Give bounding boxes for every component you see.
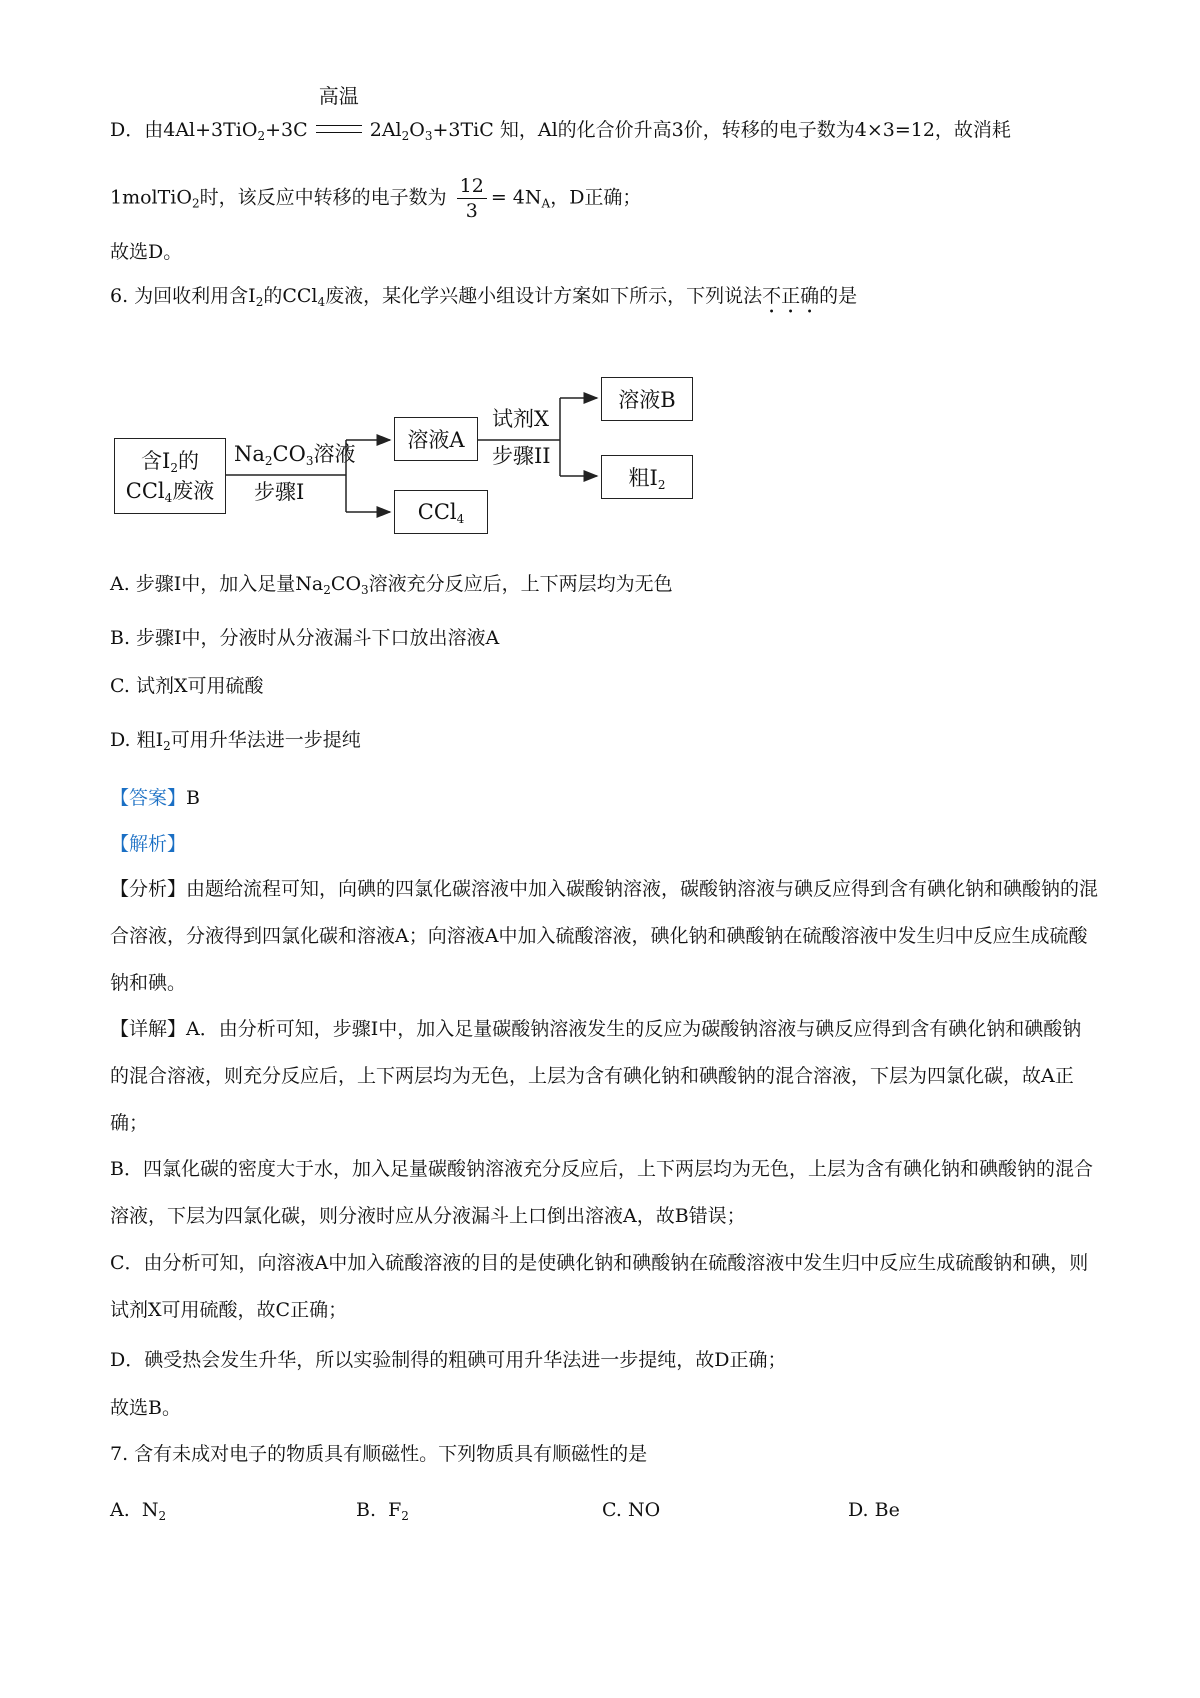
box-start-waste: 含$I_2$的 CCl$_4$废液 xyxy=(114,438,226,514)
q6-detail-d: D．碘受热会发生升华，所以实验制得的粗碘可用升华法进一步提纯，故D正确； xyxy=(110,1349,787,1371)
prev-d-explanation-line1: D．由4Al+3TiO$_2$+3C 高温 $2Al_2O_3+3TiC$ 知，Al的化合价升高3价，转移的电子数为4×3=12，故消耗 xyxy=(110,84,1011,143)
q7-option-c: C. NO xyxy=(602,1499,661,1521)
q7-stem: 7. 含有未成对电子的物质具有顺磁性。下列物质具有顺磁性的是 xyxy=(110,1443,648,1465)
q6-detail-c: C．由分析可知，向溶液A中加入硫酸溶液的目的是使碘化钠和碘酸钠在硫酸溶液中发生归中反应生成硫酸钠和碘，则试剂X可用硫酸，故C正确； xyxy=(110,1252,1089,1321)
step2-label: 步骤II xyxy=(492,444,551,468)
box-solution-a: 溶液A xyxy=(394,417,478,461)
reaction-condition: 高温 xyxy=(316,116,362,144)
fraction: $\frac{12}{3}$ xyxy=(457,174,487,223)
q6-stem: 6. 为回收利用含$I_2$的CCl$_4$废液，某化学兴趣小组设计方案如下所示，下列说法不正确的是 xyxy=(110,285,858,309)
box-ccl4: CCl$_4$ xyxy=(394,490,488,534)
q6-option-a: A. 步骤I中，加入足量$Na_2CO_3$溶液充分反应后，上下两层均为无色 xyxy=(110,573,673,597)
q6-analysis-text: 【分析】由题给流程可知，向碘的四氯化碳溶液中加入碳酸钠溶液，碳酸钠溶液与碘反应得到含有碘化钠和碘酸钠的混合溶液，分液得到四氯化碳和溶液A；向溶液A中加入硫酸溶液，碘化钠和碘酸钠在硫酸溶液中发生归中反应生成硫酸钠和碘。 xyxy=(110,878,1099,994)
prev-d-explanation-line2: 1molTiO$_2$时，该反应中转移的电子数为 $\frac{12}{3}$ = $4N_A$，D正确； xyxy=(110,175,642,222)
q6-detail-b: B．四氯化碳的密度大于水，加入足量碳酸钠溶液充分反应后，上下两层均为无色，上层为含有碘化钠和碘酸钠的混合溶液，下层为四氯化碳，则分液时应从分液漏斗上口倒出溶液A，故B错误； xyxy=(110,1158,1093,1227)
q6-option-c: C. 试剂X可用硫酸 xyxy=(110,675,264,697)
step1-reagent: $Na_2CO_3$溶液 xyxy=(234,442,356,468)
q6-analysis-tag: 【解析】 xyxy=(110,833,187,855)
q7-option-a: A. $N_2$ xyxy=(110,1499,167,1523)
q6-option-b: B. 步骤I中，分液时从分液漏斗下口放出溶液A xyxy=(110,627,500,649)
reagent-x-label: 试剂X xyxy=(492,407,549,431)
box-solution-b: 溶液B xyxy=(601,377,693,421)
q6-conclusion: 故选B。 xyxy=(110,1397,181,1419)
step1-label: 步骤I xyxy=(254,480,305,504)
q7-option-b: B. $F_2$ xyxy=(356,1499,409,1523)
q6-detail-a: 【详解】A．由分析可知，步骤I中，加入足量碳酸钠溶液发生的反应为碳酸钠溶液与碘反应得到含有碘化钠和碘酸钠的混合溶液，则充分反应后，上下两层均为无色，上层为含有碘化钠和碘酸钠的混合溶液，下层为四氯化碳，故A正确； xyxy=(110,1018,1082,1134)
q6-answer: 【答案】B xyxy=(110,787,200,809)
q6-option-d: D. 粗$I_2$可用升华法进一步提纯 xyxy=(110,729,361,753)
q7-option-d: D. Be xyxy=(848,1499,900,1521)
box-crude-iodine: 粗$I_2$ xyxy=(601,455,693,499)
prev-conclusion: 故选D。 xyxy=(110,241,183,263)
